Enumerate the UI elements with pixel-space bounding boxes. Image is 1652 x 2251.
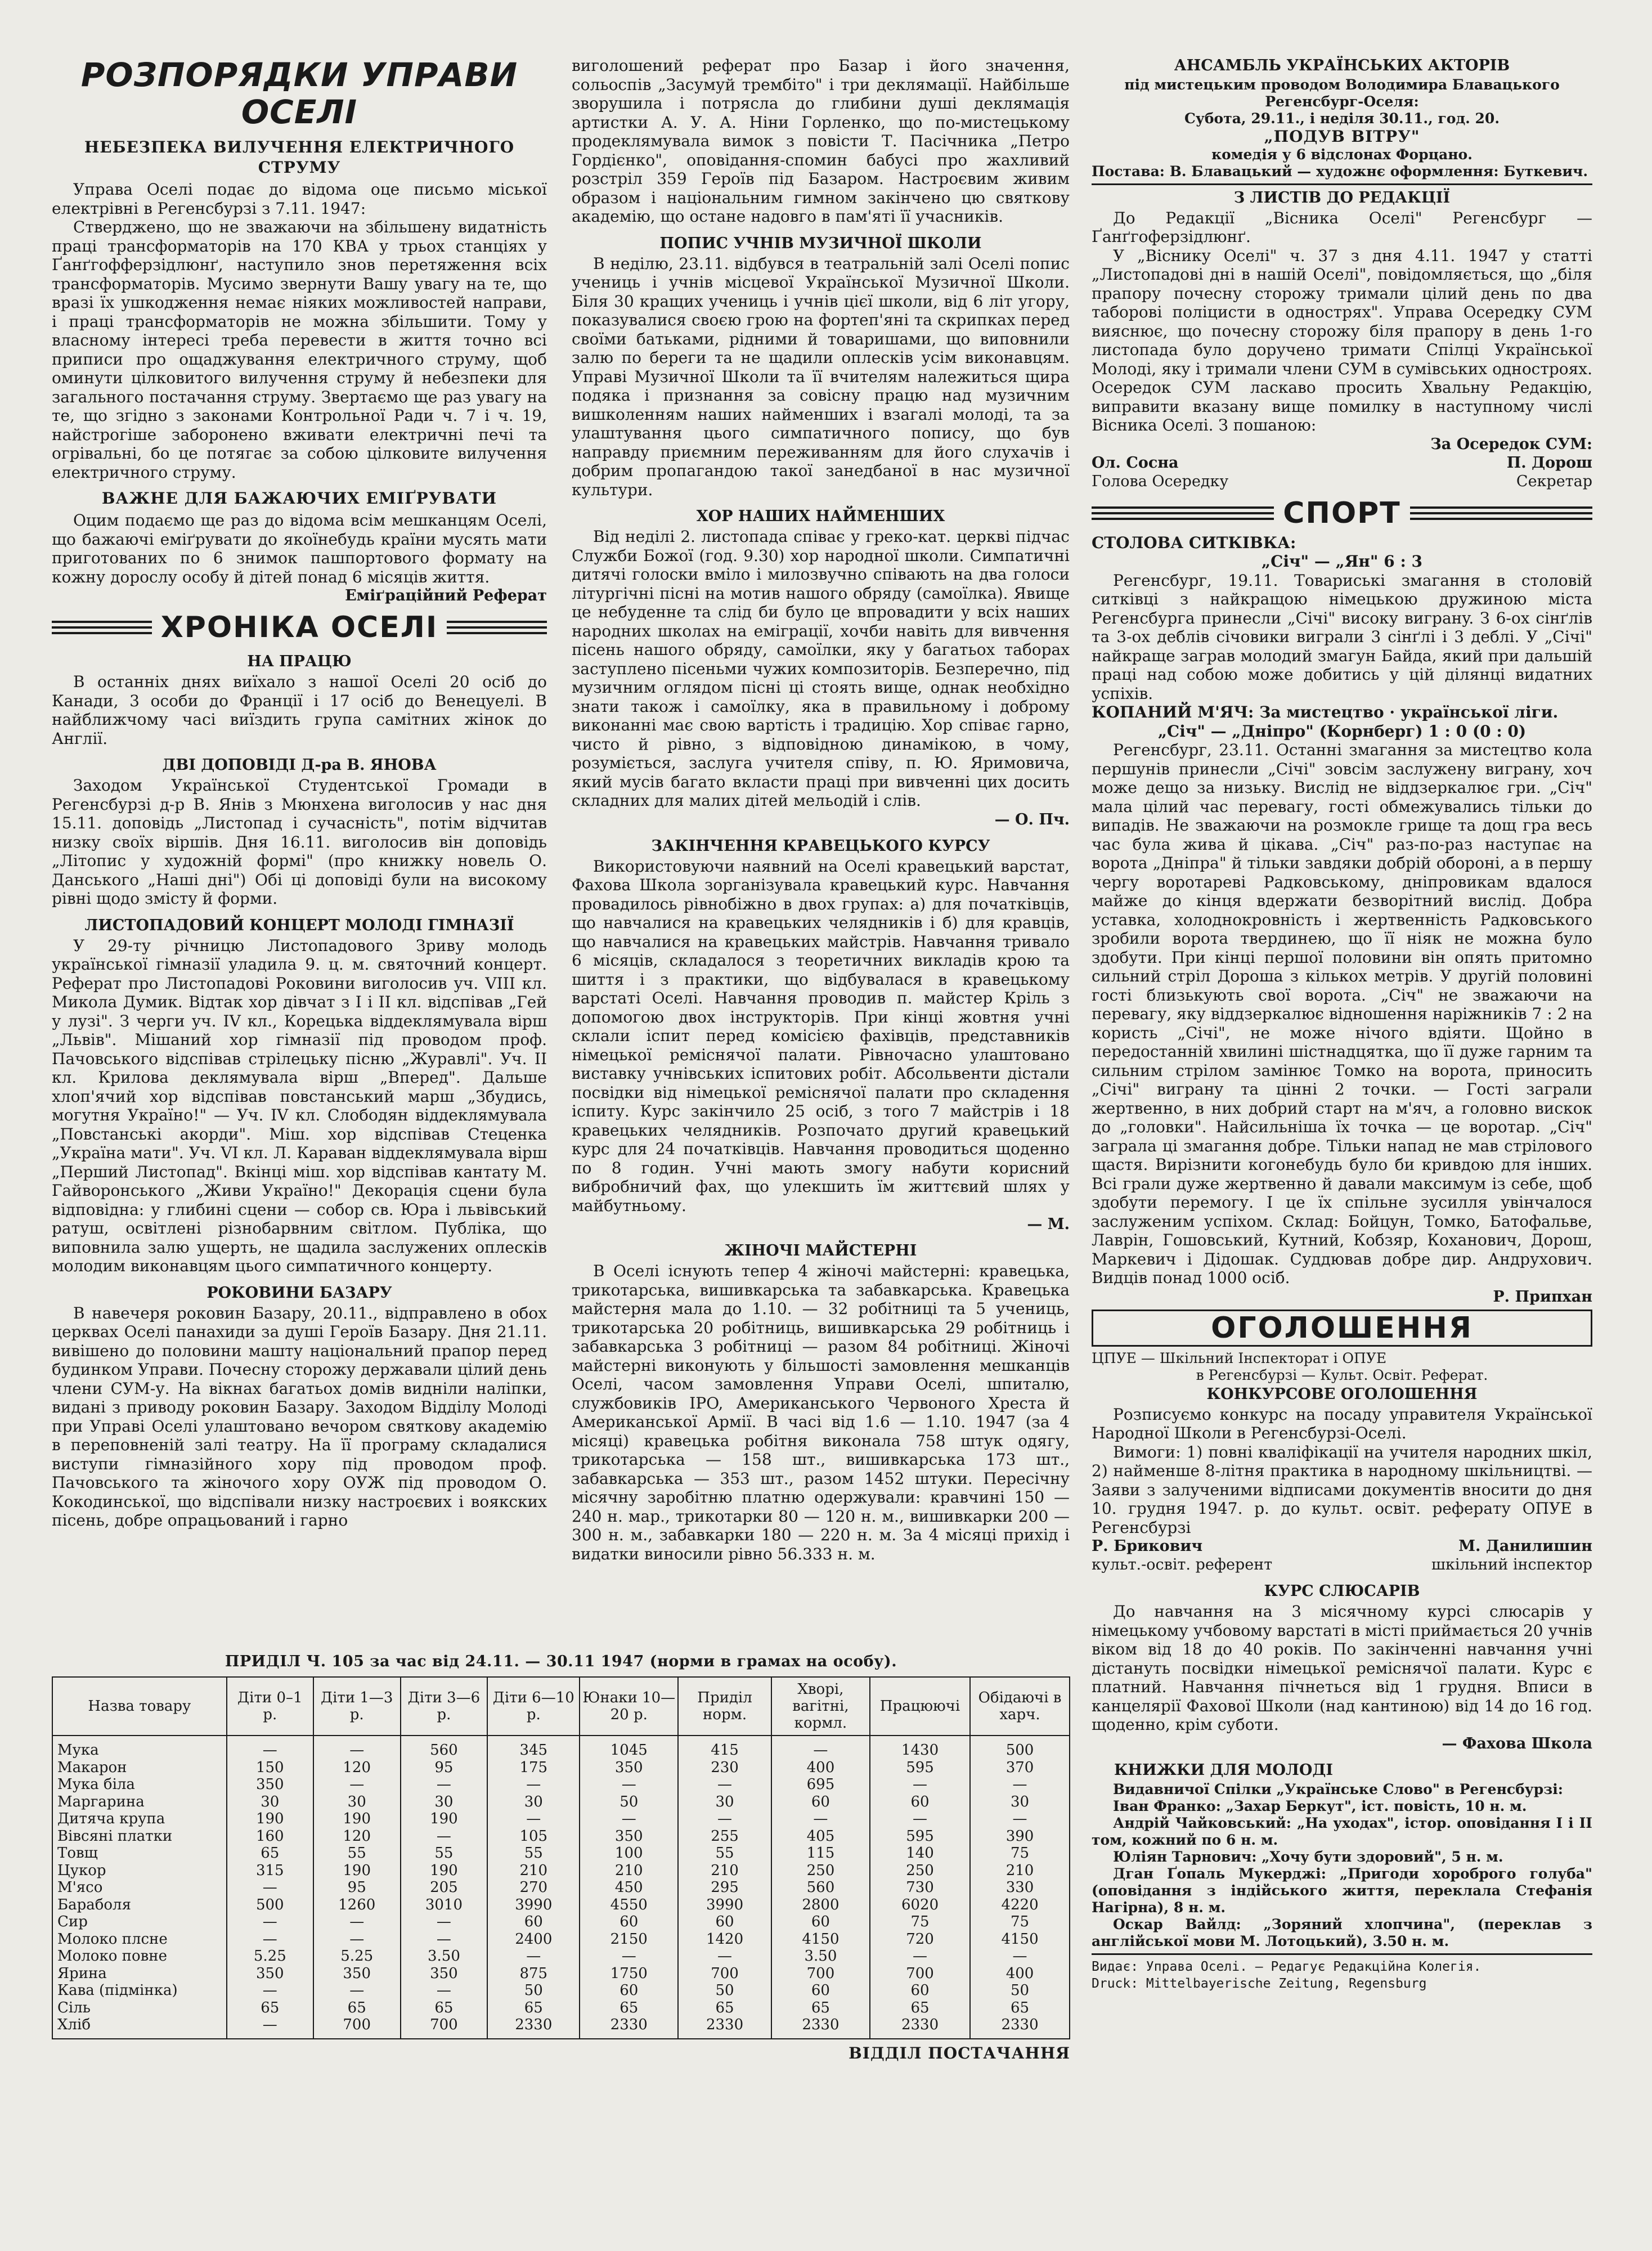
table-cell: 190 bbox=[401, 1810, 488, 1828]
table-cell: 500 bbox=[970, 1736, 1070, 1759]
table-row bbox=[52, 1828, 1070, 1845]
table-cell: 210 bbox=[580, 1862, 678, 1880]
table-cell: — bbox=[227, 1982, 313, 1999]
table-cell: 30 bbox=[487, 1793, 580, 1811]
table-cell: 250 bbox=[771, 1862, 870, 1880]
section-header bbox=[52, 611, 547, 644]
article-text: Управа Оселі подає до відома оце письмо міської електрівні в Регенсбурзі з 7.11. 1947: bbox=[52, 180, 547, 218]
section-title: ХРОНІКА ОСЕЛІ bbox=[160, 611, 438, 644]
article-text: В останніх днях виїхало з нашої Оселі 20 осіб до Канади, 3 особи до Франції і 17 осіб до Венецуелі. В найближчому часі виїздить група самітних жінок до Англії. bbox=[52, 672, 547, 748]
article-text: В неділю, 23.11. відбувся в театральній залі Оселі попис учениць і учнів місцевої Української Музичної Школи. Біля 30 кращих учениць і учнів цієї школи, від 6 літ угору, показувалися своєю грою на фортеп'яні та скрипках перед своїми батьками, рідними й товаришами, що виповнили залю по береги та не щадили оплесків усім виконавцям. Управі Музичної Школи та її вчителям належиться щира подяка і признання за совісну працю над музичним вишколенням наших найменших і взагалі молоді, та за улаштування цього симпатичного попису, що був направду приємним переживанням для його слухачів і добрим пропагандою такої занедбаної в нас музичної культури. bbox=[572, 254, 1070, 499]
table-cell: 700 bbox=[401, 2016, 488, 2039]
table-cell: 2330 bbox=[970, 2016, 1070, 2039]
table-cell: 500 bbox=[227, 1896, 313, 1914]
article-heading: ЖІНОЧІ МАЙСТЕРНІ bbox=[724, 1242, 917, 1259]
article-text: Використовуючи наявний на Оселі кравецький варстат, Фахова Школа зорганізувала кравецький курс. Навчання провадилось рівнобіжно в двох групах: а) для початківців, що навчалися на кравецьких челядників і б) для кравців, що навчалися на кравецьких майстрів. Навчання тривало 6 місяців, складалося з теоретичних викладів крою та шиття і з практики, що відбувалася в кравецькому варстаті Оселі. Навчання проводив п. майстер Кріль з допомогою двох інструкторів. При кінці жовтня учні склали іспит перед комісією фахівців, представників німецької реміснячої палати. Рівночасно улаштовано виставку учнівських іспитових робіт. Абсольвенти дістали посвідки від німецької реміснячої палати про складення іспиту. Курс закінчило 25 осіб, з того 7 майстрів і 18 кравецьких челядників. Розпочато другий кравецький курс для 24 початківців. Навчання проводиться щоденно по 8 годин. Учні мають змогу набути корисний вибробничий фах, що улекшить їм життєвий шлях у майбутньому. bbox=[572, 857, 1070, 1215]
table-cell: 450 bbox=[580, 1879, 678, 1896]
table-cell: 65 bbox=[970, 1999, 1070, 2017]
article-text: В навечеря роковин Базару, 20.11., відправлено в обох церквах Оселі панахиди за душі Героїв Базару. Дня 21.11. вивішено до половини машту національний прапор перед будинком Управи. Почесну сторожу державали цілий день члени СУМ-у. На вікнах багатьох домів видніли наліпки, видані з приводу роковин Базару. Заходом Відділу Молоді при Управі Оселі улаштовано вечором святкову академію в переповненій залі театру. На її програму складалися виступи гімназійного хору під проводом проф. Пачовського та жіночого хору ОУЖ під проводом О. Кокодинської, що відспівали низку настроєвих і воякских пісень, добре опрацьований і гарно bbox=[52, 1303, 547, 1530]
table-cell: 95 bbox=[313, 1879, 401, 1896]
table-cell: 1430 bbox=[870, 1736, 970, 1759]
table-cell: — bbox=[313, 1913, 401, 1931]
article-text: Стверджено, що не зважаючи на збільшену видатність праці трансформаторів на 170 КВА у трьох станціях у Ґанґгофферзідлюнґ, наступило знов перетяження всіх трансформаторів. Мусимо звернути Вашу увагу на те, що вразі їх ушкодження немає ніяких можливостей направи, і праці трансформаторів не можна збільшити. Тому у власному інтересі треба перевести в життя точно всі приписи про ощаджування електричного струму, щоб оминути цілковитого вилучення струму й небезпеки для загального постачання струму. Звертаємо ще раз увагу на те, що згідно з законами Контрольної Ради ч. 7 і ч. 19, найстрогіше заборонено вживати електричні печі та огрівальні, бо це потягає за собою цілковите вилучення електричного струму. bbox=[52, 218, 547, 482]
table-row bbox=[52, 1879, 1070, 1896]
article-heading: ХОР НАШИХ НАЙМЕНШИХ bbox=[696, 508, 945, 525]
table-header-cell: Діти 6—10 р. bbox=[487, 1677, 580, 1736]
table-cell: — bbox=[970, 1776, 1070, 1793]
table-cell: 2330 bbox=[487, 2016, 580, 2039]
table-header-cell: Приділ норм. bbox=[678, 1677, 771, 1736]
table-cell: 695 bbox=[771, 1776, 870, 1793]
table-cell: — bbox=[227, 1913, 313, 1931]
table-cell: Товщ bbox=[52, 1845, 227, 1862]
table-cell: — bbox=[970, 1810, 1070, 1828]
table-cell: 95 bbox=[401, 1759, 488, 1777]
table-cell: — bbox=[401, 1982, 488, 1999]
table-header-cell: Юнаки 10—20 р. bbox=[580, 1677, 678, 1736]
table-cell: 1045 bbox=[580, 1736, 678, 1759]
ad-org: в Регенсбурзі — Культ. Освіт. Реферат. bbox=[1196, 1366, 1488, 1383]
table-cell: 190 bbox=[227, 1810, 313, 1828]
table-cell: 4220 bbox=[970, 1896, 1070, 1914]
ensemble-line: під мистецьким проводом Володимира Блавацького bbox=[1124, 77, 1560, 93]
ensemble-title: АНСАМБЛЬ УКРАЇНСЬКИХ АКТОРІВ bbox=[1174, 57, 1510, 74]
table-cell: 400 bbox=[970, 1965, 1070, 1983]
table-cell: 255 bbox=[678, 1828, 771, 1845]
table-header-cell: Діти 1—3 р. bbox=[313, 1677, 401, 1736]
table-cell: 60 bbox=[678, 1913, 771, 1931]
section-title: ОГОЛОШЕННЯ bbox=[1211, 1311, 1473, 1345]
table-cell: 3990 bbox=[678, 1896, 771, 1914]
article-text: У 29-ту річницю Листопадового Зриву молодь української гімназії уладила 9. ц. м. святочний концерт. Реферат про Листопадові Роковини виголосив уч. VIII кл. Микола Думик. Відтак хор дівчат з I і II кл. відспівав „Гей у лузі". З черги уч. IV кл., Корецька віддеклямувала вірш „Львів". Мішаний хор гімназії під проводом проф. Пачовського відспівав стрілецьку пісню „Журавлі". Уч. II кл. Крилова деклямувала вірш „Вперед". Дальше хлоп'ячий хор відспівав повстанський марш „Збудись, могутня Україно!" — Уч. IV кл. Слободян віддеклямувала „Повстанські акорди". Міш. хор відспівав Стеценка „Україна мати". Уч. VI кл. Л. Караван віддеклямувала вірш „Перший Листопад". Вкінці міш. хор відспівав кантату М. Гайворонського „Живи Україно!" Декорація сцени була відповідна: у глибині сцени — собор св. Юра і львівський ратуш, освітлені різнобарвним світлом. Публіка, що виповнила залю ущерть, не щадила заслужених оплесків молодим виконавцям цього симпатичного концерту. bbox=[52, 936, 547, 1275]
table-cell: 65 bbox=[678, 1999, 771, 2017]
article-heading: ПОПИС УЧНІВ МУЗИЧНОЇ ШКОЛИ bbox=[659, 234, 982, 252]
table-cell: 315 bbox=[227, 1862, 313, 1880]
signer-left: Ол. Сосна bbox=[1092, 454, 1179, 472]
table-cell: — bbox=[313, 1931, 401, 1948]
table-cell: 65 bbox=[487, 1999, 580, 2017]
ad-heading: КНИЖКИ ДЛЯ МОЛОДІ bbox=[1114, 1761, 1334, 1779]
table-cell: — bbox=[313, 1776, 401, 1793]
article-heading: ЛИСТОПАДОВИЙ КОНЦЕРТ МОЛОДІ ГІМНАЗІЇ bbox=[84, 916, 514, 934]
table-cell: 405 bbox=[771, 1828, 870, 1845]
table-cell: — bbox=[401, 1913, 488, 1931]
table-cell: 3010 bbox=[401, 1896, 488, 1914]
ensemble-date: Субота, 29.11., і неділя 30.11., год. 20. bbox=[1184, 110, 1500, 127]
role-left: культ.-освіт. референт bbox=[1092, 1556, 1273, 1573]
table-cell: Сіль bbox=[52, 1999, 227, 2017]
signature: За Осередок СУМ: bbox=[1430, 435, 1592, 453]
signer-left: Р. Брикович bbox=[1092, 1537, 1203, 1555]
table-cell: 50 bbox=[487, 1982, 580, 1999]
signatures-row bbox=[1092, 454, 1592, 472]
table-cell: — bbox=[678, 1776, 771, 1793]
table-cell: 210 bbox=[487, 1862, 580, 1880]
table-cell: 150 bbox=[227, 1759, 313, 1777]
signer-right: М. Данилишин bbox=[1458, 1537, 1592, 1555]
page-title: РОЗПОРЯДКИ УПРАВИ ОСЕЛІ bbox=[80, 56, 518, 131]
table-cell: 5.25 bbox=[313, 1948, 401, 1965]
table-row bbox=[52, 1913, 1070, 1931]
table-row bbox=[52, 1810, 1070, 1828]
table-cell: 60 bbox=[580, 1913, 678, 1931]
table-row bbox=[52, 2016, 1070, 2039]
article-heading: РОКОВИНИ БАЗАРУ bbox=[206, 1284, 392, 1302]
ration-table-area bbox=[52, 1652, 1070, 2062]
table-row bbox=[52, 1896, 1070, 1914]
table-cell: 3990 bbox=[487, 1896, 580, 1914]
table-cell: 65 bbox=[227, 1999, 313, 2017]
article-text: Оцим подаємо ще раз до відома всім мешканцям Оселі, що бажаючі еміґрувати до якоїнебудь країни мусять мати приготованих по 6 знимок пашпортового формату на кожну дорослу особу й дітей понад 6 місяців життя. bbox=[52, 511, 547, 586]
table-row bbox=[52, 1982, 1070, 1999]
ration-table bbox=[52, 1676, 1070, 2039]
table-cell: 2330 bbox=[580, 2016, 678, 2039]
table-cell: 700 bbox=[678, 1965, 771, 1983]
table-cell: 350 bbox=[227, 1965, 313, 1983]
table-cell: — bbox=[227, 1879, 313, 1896]
imprint: Druck: Mittelbayerische Zeitung, Regensburg bbox=[1092, 1976, 1427, 1991]
table-header-cell: Працюючі bbox=[870, 1677, 970, 1736]
table-cell: 1750 bbox=[580, 1965, 678, 1983]
table-cell: 60 bbox=[771, 1982, 870, 1999]
table-cell: 55 bbox=[313, 1845, 401, 1862]
score: „Січ" — „Дніпро" (Корнберг) 1 : 0 (0 : 0) bbox=[1157, 721, 1527, 741]
table-cell: 720 bbox=[870, 1931, 970, 1948]
book-item: Оскар Вайлд: „Зоряний хлопчина", (переклав з англійської мови М. Лотоцький), 3.50 н. м. bbox=[1092, 1916, 1592, 1949]
table-cell: 65 bbox=[771, 1999, 870, 2017]
signature: Еміґраційний Реферат bbox=[345, 587, 547, 604]
article-heading: НЕБЕЗПЕКА ВИЛУЧЕННЯ ЕЛЕКТРИЧНОГО СТРУМУ bbox=[84, 138, 515, 177]
table-cell: — bbox=[227, 1736, 313, 1759]
table-cell: — bbox=[678, 1948, 771, 1965]
table-cell: 345 bbox=[487, 1736, 580, 1759]
table-cell: 350 bbox=[313, 1965, 401, 1983]
table-cell: 250 bbox=[870, 1862, 970, 1880]
role-left: Голова Осередку bbox=[1092, 472, 1229, 490]
table-cell: Мука біла bbox=[52, 1776, 227, 1793]
divider bbox=[1092, 183, 1592, 185]
table-cell: 120 bbox=[313, 1759, 401, 1777]
table-cell: 350 bbox=[580, 1759, 678, 1777]
divider bbox=[1092, 1953, 1592, 1955]
column-left bbox=[52, 56, 547, 1530]
table-cell: 160 bbox=[227, 1828, 313, 1845]
table-cell: — bbox=[487, 1948, 580, 1965]
ad-heading: КОНКУРСОВЕ ОГОЛОШЕННЯ bbox=[1206, 1385, 1478, 1403]
table-cell: 30 bbox=[970, 1793, 1070, 1811]
imprint: Видає: Управа Оселі. — Редагує Редакційна Колегія. bbox=[1092, 1959, 1482, 1974]
table-cell: 230 bbox=[678, 1759, 771, 1777]
table-cell: 105 bbox=[487, 1828, 580, 1845]
table-cell: М'ясо bbox=[52, 1879, 227, 1896]
table-row bbox=[52, 1965, 1070, 1983]
table-cell: Ярина bbox=[52, 1965, 227, 1983]
table-cell: 30 bbox=[401, 1793, 488, 1811]
table-cell: 60 bbox=[870, 1793, 970, 1811]
table-cell: 210 bbox=[678, 1862, 771, 1880]
table-cell: 400 bbox=[771, 1759, 870, 1777]
table-title: ПРИДІЛ Ч. 105 за час від 24.11. — 30.11 1947 (норми в грамах на особу). bbox=[225, 1653, 897, 1670]
table-row bbox=[52, 1793, 1070, 1811]
table-cell: — bbox=[313, 1982, 401, 1999]
table-cell: 1420 bbox=[678, 1931, 771, 1948]
roles-row bbox=[1092, 1555, 1592, 1574]
signature: — О. Пч. bbox=[994, 810, 1070, 828]
table-cell: 3.50 bbox=[401, 1948, 488, 1965]
table-cell: 330 bbox=[970, 1879, 1070, 1896]
roles-row bbox=[1092, 472, 1592, 491]
table-cell: Хліб bbox=[52, 2016, 227, 2039]
table-cell: 560 bbox=[401, 1736, 488, 1759]
table-cell: 2400 bbox=[487, 1931, 580, 1948]
book-item: Видавничої Спілки „Українське Слово" в Регенсбурзі: bbox=[1113, 1781, 1563, 1797]
table-cell: — bbox=[487, 1810, 580, 1828]
ad-text: Розписуємо конкурс на посаду управителя Української Народної Школи в Регенсбурзі-Оселі. bbox=[1092, 1405, 1592, 1442]
table-cell: 4150 bbox=[771, 1931, 870, 1948]
table-cell: 120 bbox=[313, 1828, 401, 1845]
table-cell: 205 bbox=[401, 1879, 488, 1896]
table-cell: 595 bbox=[870, 1828, 970, 1845]
table-cell: 2800 bbox=[771, 1896, 870, 1914]
table-row bbox=[52, 1948, 1070, 1965]
article-heading: НА ПРАЦЮ bbox=[247, 653, 352, 670]
table-cell: 270 bbox=[487, 1879, 580, 1896]
table-cell: 30 bbox=[227, 1793, 313, 1811]
score: „Січ" — „Ян" 6 : 3 bbox=[1261, 552, 1423, 571]
article-text: Регенсбург, 19.11. Товариські змагання в столовій ситківці з найкращою німецькою дружиною міста Регенсбурга принесли „Січі" високу вигранy. З 6-ох сінґлів та 3-ох деблів січовики виграли 3 сінґлі і 3 деблі. У „Січі" найкраще заграв молодий змагун Байда, який при дальшій праці над собою може добитись у цій ділянці видатних успіхів. bbox=[1092, 571, 1592, 703]
table-cell: — bbox=[678, 1810, 771, 1828]
table-cell: 6020 bbox=[870, 1896, 970, 1914]
article-heading: ЗАКІНЧЕННЯ КРАВЕЦЬКОГО КУРСУ bbox=[651, 837, 990, 855]
table-cell: 875 bbox=[487, 1965, 580, 1983]
table-row bbox=[52, 1999, 1070, 2017]
article-text: В Оселі існують тепер 4 жіночі майстерні: кравецька, трикотарська, вишивкарська та забавкарська. Кравецька майстерня мала до 1.10. — 32 робітниці та 5 учениць, трикотарська 20 робітниць, вишивкарська 29 робітниць і забавкарська 3 робітниці — разом 84 робітниці. Жіночі майстерні виконують у більшості замовлення мешканців Оселі, часом замовлення Управи Оселі, шпиталю, службовиків IPO, Американського Червоного Хреста й Американської Армії. В часі від 1.6 — 1.10. 1947 (за 4 місяці) кравецька робітня виконала 758 штук одягу, трикотарська — 158 шт., вишивкарська 173 шт., забавкарська — 353 шт., разом 1452 штуки. Пересічну місячну заробітню платню одержували: кравчині 150 — 240 н. мар., трикотарки 80 — 120 н. м., вишивкарки 200 — 300 н. м., забавкарки 180 — 220 н. м. За 4 місяці прихід і видатки виносили рівно 56.333 н. м. bbox=[572, 1262, 1070, 1563]
table-row bbox=[52, 1759, 1070, 1777]
table-cell: — bbox=[487, 1776, 580, 1793]
table-cell: 115 bbox=[771, 1845, 870, 1862]
table-cell: 2150 bbox=[580, 1931, 678, 1948]
table-header-cell: Обідаючі в харч. bbox=[970, 1677, 1070, 1736]
table-cell: — bbox=[401, 1776, 488, 1793]
table-cell: 60 bbox=[771, 1793, 870, 1811]
section-title: СПОРТ bbox=[1283, 496, 1401, 530]
section-header bbox=[1092, 496, 1592, 530]
table-cell: — bbox=[771, 1736, 870, 1759]
table-body bbox=[52, 1736, 1070, 2039]
table-cell: 75 bbox=[970, 1913, 1070, 1931]
table-cell: — bbox=[401, 1931, 488, 1948]
ads-header bbox=[1092, 1310, 1592, 1347]
article-text: Заходом Української Студентської Громади в Регенсбурзі д-р В. Янів з Мюнхена виголосив у нас дня 15.11. доповідь „Листопад і сучасність", потім відчитав низку своїх віршів. Дня 16.11. виголосив він доповідь „Літопис у художній формі" (про книжку новель О. Данського „Наші дні") Обі ці доповіді були на високому рівні щодо змісту й форми. bbox=[52, 776, 547, 908]
table-cell: 50 bbox=[678, 1982, 771, 1999]
table-cell: 190 bbox=[313, 1810, 401, 1828]
table-cell: Кава (підмінка) bbox=[52, 1982, 227, 1999]
table-row bbox=[52, 1931, 1070, 1948]
table-cell: 65 bbox=[401, 1999, 488, 2017]
table-cell: Макарон bbox=[52, 1759, 227, 1777]
table-cell: 50 bbox=[970, 1982, 1070, 1999]
table-cell: 210 bbox=[970, 1862, 1070, 1880]
role-right: Секретар bbox=[1516, 472, 1592, 490]
book-item: Андрій Чайковський: „На уходах", істор. оповідання I і II том, кожний по 6 н. м. bbox=[1092, 1814, 1592, 1848]
table-cell: 4150 bbox=[970, 1931, 1070, 1948]
table-cell: 30 bbox=[678, 1793, 771, 1811]
table-cell: Цукор bbox=[52, 1862, 227, 1880]
book-item: Юліян Тарнович: „Хочу бути здоровий", 5 н. м. bbox=[1113, 1848, 1503, 1865]
table-cell: 2330 bbox=[678, 2016, 771, 2039]
table-cell: 415 bbox=[678, 1736, 771, 1759]
article-text: Регенсбург, 23.11. Останні змагання за мистецтво кола першунів принесли „Січі" зовсім заслужену вигранy, хоч може дещо за низьку. Вислід не віддзеркалює гри. „Січ" мала цілий час перевагу, гості обмежувались тільки до випадів. Не зважаючи на розмокле грище та дощ гра весь час була жива й цікава. „Січ" раз-по-раз наступає на ворота „Дніпра" й тільки завдяки добрій обороні, а в першу чергу воротареві Радковському, дніпровикам вдалося майже до кінця вдержати безворітний вислід. Добра уставка, холоднокровність і жертвенність Радковського зробили ворота твердинею, що її ніяк не можна було здобути. При кінці першої половини він опять притомно сильний стріл Дороша з кількох метрів. У другій половині гості близькують свої ворота. „Січ" не зважаючи на перевагу, яку віддзеркалює відношення наріжників 7 : 2 на користь „Січі", не може нічого вдіяти. Щойно в передостанній хвилині шістнадцятка, що її дуже гарним та сильним стрілом замінює Томко на ворота, приносить „Січі" вигранy та цінні 2 точки. — Гості заграли жертвенно, в них добрий старт на м'яч, а головно вискок до „головки". Найсильніша їх точка — це воротар. „Січ" заграла ці змагання добре. Тільки напад не мав стрілового щастя. Вирізнити когонебудь було би кривдою для інших. Всі грали дуже жертвенно й давали максимум із себе, щоб здобути перемогу. І це їх спільне зусилля увінчалося заслуженим успіхом. Склад: Бойцун, Томко, Батофальве, Лаврін, Гошовський, Кутний, Кобзяр, Коханович, Дорош, Маркевич і Дідошак. Суддював добре дир. Андрухович. Видців понад 1000 осіб. bbox=[1092, 741, 1592, 1287]
ad-org: ЦПУЕ — Шкільний Інспекторат і ОПУЕ bbox=[1092, 1349, 1387, 1366]
table-cell: 60 bbox=[870, 1982, 970, 1999]
table-cell: Мука bbox=[52, 1736, 227, 1759]
table-cell: 60 bbox=[771, 1913, 870, 1931]
article-heading: ДВІ ДОПОВІДІ Д-ра В. ЯНОВА bbox=[162, 756, 437, 774]
table-cell: — bbox=[227, 1931, 313, 1948]
table-cell: 55 bbox=[487, 1845, 580, 1862]
table-cell: — bbox=[401, 1828, 488, 1845]
table-cell: 3.50 bbox=[771, 1948, 870, 1965]
table-footer: ВІДДІЛ ПОСТАЧАННЯ bbox=[849, 2043, 1070, 2062]
book-item: Дган Ґопаль Мукерджі: „Пригоди хороброго голуба" (оповідання з індійського життя, переклала Стефанія Нагірна), 8 н. м. bbox=[1092, 1865, 1592, 1916]
table-cell: Молоко плсне bbox=[52, 1931, 227, 1948]
table-header-cell: Діти 0–1 р. bbox=[227, 1677, 313, 1736]
table-cell: — bbox=[580, 1810, 678, 1828]
table-cell: 5.25 bbox=[227, 1948, 313, 1965]
ensemble-line: комедія у 6 відслонах Форцано. bbox=[1211, 146, 1473, 163]
table-cell: 100 bbox=[580, 1845, 678, 1862]
table-cell: 560 bbox=[771, 1879, 870, 1896]
table-cell: — bbox=[313, 1736, 401, 1759]
table-cell: — bbox=[771, 1810, 870, 1828]
table-cell: 350 bbox=[580, 1828, 678, 1845]
table-header-cell: Діти 3—6 р. bbox=[401, 1677, 488, 1736]
sport-heading: СТОЛОВА СИТКІВКА: bbox=[1092, 533, 1296, 552]
table-cell: 55 bbox=[401, 1845, 488, 1862]
play-title: „ПОДУВ ВІТРУ" bbox=[1264, 127, 1420, 146]
table-cell: 1260 bbox=[313, 1896, 401, 1914]
column-right bbox=[1092, 56, 1592, 1992]
table-cell: 50 bbox=[580, 1793, 678, 1811]
table-cell: Сир bbox=[52, 1913, 227, 1931]
table-row bbox=[52, 1845, 1070, 1862]
table-cell: — bbox=[580, 1776, 678, 1793]
signer-right: П. Дорош bbox=[1506, 454, 1592, 472]
table-cell: 75 bbox=[970, 1845, 1070, 1862]
sport-heading: КОПАНИЙ М'ЯЧ: За мистецтво · української ліги. bbox=[1092, 703, 1559, 721]
signature: — Фахова Школа bbox=[1442, 1734, 1592, 1752]
table-cell: — bbox=[970, 1948, 1070, 1965]
table-cell: 60 bbox=[580, 1982, 678, 1999]
table-cell: 65 bbox=[313, 1999, 401, 2017]
table-cell: — bbox=[580, 1948, 678, 1965]
table-cell: 75 bbox=[870, 1913, 970, 1931]
table-row bbox=[52, 1862, 1070, 1880]
article-text: виголошений реферат про Базар і його значення, сольоспів „Засумуй трембіто" і три деклямації. Найбільше зворушила і потрясла до глибини душі деклямація артистки А. У. А. Ніни Горленко, що по-мистецькому продеклямувала вимок з повісти Т. Пасічника „Петро Гордієнко", оповідання-спомин бабусі про жахливий розстріл 359 Героїв під Базаром. Настроєвим живим образом і національним гимном закінчено цю святкову академію, що остане надовго в пам'яті її учасників. bbox=[572, 56, 1070, 226]
table-header-cell: Назва товару bbox=[52, 1677, 227, 1736]
table-cell: 350 bbox=[401, 1965, 488, 1983]
table-cell: 65 bbox=[580, 1999, 678, 2017]
ad-heading: КУРС СЛЮСАРІВ bbox=[1264, 1582, 1420, 1600]
table-header-cell: Хворі, вагітні, кормл. bbox=[771, 1677, 870, 1736]
table-cell: — bbox=[870, 1948, 970, 1965]
table-cell: 595 bbox=[870, 1759, 970, 1777]
ensemble-credits: Постава: В. Блавацький — художнє оформлення: Буткевич. bbox=[1092, 163, 1588, 180]
role-right: шкільний інспектор bbox=[1431, 1556, 1592, 1573]
table-cell: — bbox=[870, 1810, 970, 1828]
table-cell: 65 bbox=[227, 1845, 313, 1862]
table-cell: 65 bbox=[870, 1999, 970, 2017]
table-header-row bbox=[52, 1677, 1070, 1736]
book-item: Іван Франко: „Захар Беркут", іст. повість, 10 н. м. bbox=[1113, 1797, 1527, 1814]
article-heading: З ЛИСТІВ ДО РЕДАКЦІЇ bbox=[1233, 189, 1451, 207]
table-cell: 700 bbox=[870, 1965, 970, 1983]
table-row bbox=[52, 1776, 1070, 1793]
article-text: У „Віснику Оселі" ч. 37 з дня 4.11. 1947 у статті „Листопадові дні в нашій Оселі", повідомляється, що „біля прапору почесну сторожу тримали цілий день по два таборові поліцисти в однострях". Управа Осередку СУМ вияснює, що почесну сторожу біля прапору в день 1-го листопада було доручено тримати Спілці Української Молоді, яку і тримали члени СУМ в сумівських одностроях. Осередок СУМ ласкаво просить Хвальну Редакцію, виправити вказану вище помилку в наступному числі Вісника Оселі. З пошаною: bbox=[1092, 246, 1592, 434]
table-cell: 30 bbox=[313, 1793, 401, 1811]
table-row bbox=[52, 1736, 1070, 1759]
table-cell: 2330 bbox=[771, 2016, 870, 2039]
article-heading: ВАЖНЕ ДЛЯ БАЖАЮЧИХ ЕМІҐРУВАТИ bbox=[101, 489, 497, 508]
signature: Р. Припхан bbox=[1493, 1288, 1592, 1306]
table-cell: Бараболя bbox=[52, 1896, 227, 1914]
table-cell: 295 bbox=[678, 1879, 771, 1896]
table-cell: — bbox=[227, 2016, 313, 2039]
column-middle bbox=[572, 56, 1070, 1563]
article-text: Від неділі 2. листопада співає у греко-кат. церкві підчас Служби Божої (год. 9.30) хор народної школи. Симпатичні дитячі голоски вміло і милозвучно співають на два голоси літургічні пісні на мотив нашого обряду (самоїлка). Явище це небуденне та слід би було це впровадити у всіх наших народних школах на еміграції, хочби навіть для вивчення пісень нашого обряду, самоїлки, яку у багатьох таборах заступлено пісеньми чужих композиторів. Безперечно, під музичним оглядом пісні ці стоять вище, однак необхідно знати також і самоїлку, яка в правильному і доброму виконанні має свою вартість і традицію. Хор співає гарно, чисто й рівно, з відповідною динамікою, в чому, розуміється, заслуга учителя співу, п. Ю. Яримовича, який мусів багато вкласти праці при вивченні цих досить складних для малих дітей мельодій і слів. bbox=[572, 527, 1070, 810]
table-cell: 370 bbox=[970, 1759, 1070, 1777]
table-cell: 700 bbox=[313, 2016, 401, 2039]
table-cell: 700 bbox=[771, 1965, 870, 1983]
table-cell: Молоко повне bbox=[52, 1948, 227, 1965]
table-cell: 190 bbox=[401, 1862, 488, 1880]
table-cell: 730 bbox=[870, 1879, 970, 1896]
ad-text: До навчання на 3 місячному курсі слюсарів у німецькому учбовому варстаті в місті приймається 20 учнів віком від 18 до 40 років. По закінченні навчання учні дістануть посвідки німецької реміснячої палати. Курс є платний. Навчання пічнеться від 1 грудня. Вписи в канцелярії Фахової Школи (над кантиною) від 14 до 16 год. щоденно, крім суботи. bbox=[1092, 1602, 1592, 1734]
table-cell: 2330 bbox=[870, 2016, 970, 2039]
article-text: До Редакції „Вісника Оселі" Регенсбург — Ґанґгоферзідлюнґ. bbox=[1092, 208, 1592, 246]
table-cell: — bbox=[870, 1776, 970, 1793]
table-cell: Вівсяні платки bbox=[52, 1828, 227, 1845]
table-cell: 190 bbox=[313, 1862, 401, 1880]
table-cell: 390 bbox=[970, 1828, 1070, 1845]
table-cell: 140 bbox=[870, 1845, 970, 1862]
table-cell: 60 bbox=[487, 1913, 580, 1931]
ensemble-line: Регенсбург-Оселя: bbox=[1265, 93, 1419, 110]
table-cell: 175 bbox=[487, 1759, 580, 1777]
table-cell: Дитяча крупа bbox=[52, 1810, 227, 1828]
table-cell: 55 bbox=[678, 1845, 771, 1862]
table-cell: 350 bbox=[227, 1776, 313, 1793]
ad-text: Вимоги: 1) повні кваліфікації на учителя народних шкіл, 2) найменше 8-літня практика в народному шкільництві. — Заяви з залученими відписами документів вносити до дня 10. грудня 1947. р. до культ. освіт. реферату ОПУЕ в Регенсбурзі bbox=[1092, 1442, 1592, 1537]
signature: — М. bbox=[1027, 1216, 1070, 1233]
table-cell: 4550 bbox=[580, 1896, 678, 1914]
signatures-row bbox=[1092, 1537, 1592, 1555]
table-cell: Маргарина bbox=[52, 1793, 227, 1811]
